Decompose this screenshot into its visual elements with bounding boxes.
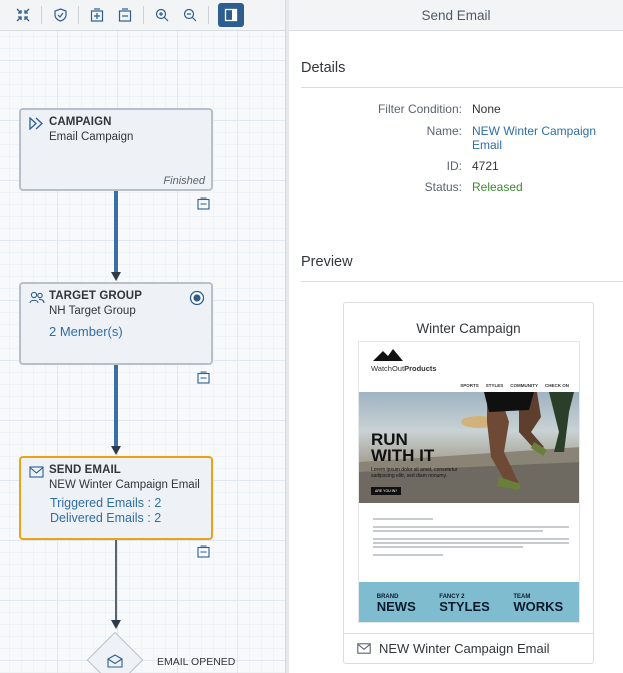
thumbnail-hero-image	[359, 392, 580, 503]
toolbar-separator	[78, 6, 79, 24]
thumbnail-logo-text	[371, 364, 437, 373]
banner-small: FANCY 2	[439, 593, 465, 600]
thumbnail-nav-item: CHECK ON	[544, 383, 569, 388]
field-label: Status:	[424, 180, 462, 194]
toolbar-separator	[41, 6, 42, 24]
connector-line	[115, 540, 117, 622]
envelope-icon	[29, 465, 44, 483]
shield-icon[interactable]	[47, 3, 73, 27]
thumbnail-hero-subtitle: Lorem ipsum dolor sit amet, consetetur sadipscing elitr, sed diam nonumy.	[371, 467, 458, 479]
open-envelope-icon	[107, 654, 123, 673]
status-value: Released	[472, 180, 523, 194]
preview-footer-label: NEW Winter Campaign Email	[379, 641, 550, 656]
zoom-in-icon[interactable]	[149, 3, 175, 27]
banner-large: STYLES	[439, 598, 490, 614]
thumbnail-nav-item: STYLES	[485, 383, 504, 388]
logo-text-part: WatchOut	[371, 364, 405, 373]
node-status: Finished	[163, 175, 205, 187]
field-label: ID:	[446, 159, 462, 173]
radio-selected-icon[interactable]	[189, 290, 205, 311]
hero-title-line: WITH IT	[371, 446, 435, 465]
connector-line	[114, 191, 118, 273]
send-email-node[interactable]	[19, 456, 213, 540]
target-group-node[interactable]	[19, 282, 213, 365]
thumbnail-hero-title	[371, 432, 434, 464]
preview-card-title: Winter Campaign	[416, 321, 521, 336]
decision-label: EMAIL OPENED	[157, 656, 236, 668]
email-thumbnail[interactable]	[358, 341, 580, 623]
connector-arrow	[111, 446, 121, 455]
banner-large: NEWS	[376, 598, 416, 614]
toolbar-separator	[208, 6, 209, 24]
logo-text-part: Products	[404, 364, 437, 373]
campaign-node[interactable]	[19, 108, 213, 191]
connector-arrow	[111, 620, 121, 629]
node-title: CAMPAIGN	[49, 116, 112, 128]
collapse-node-icon[interactable]	[197, 197, 210, 215]
thumbnail-nav-item: SPORTS	[460, 383, 479, 388]
divider	[301, 87, 623, 88]
campaign-icon	[29, 117, 45, 135]
panel-toggle-icon[interactable]	[218, 3, 244, 27]
connector-arrow	[111, 272, 121, 281]
banner-large: WORKS	[513, 598, 564, 614]
email-name-link[interactable]: NEW Winter Campaign Email	[472, 124, 597, 152]
collapse-icon[interactable]	[10, 3, 36, 27]
banner-item	[377, 594, 416, 613]
node-title: TARGET GROUP	[49, 290, 142, 302]
members-link[interactable]: 2 Member(s)	[49, 324, 123, 339]
collapse-node-icon[interactable]	[197, 545, 210, 563]
envelope-icon	[357, 643, 371, 654]
node-subtitle: NH Target Group	[49, 305, 136, 317]
field-value: 4721	[472, 159, 499, 173]
details-section-title: Details	[301, 60, 346, 76]
thumbnail-nav-item: COMMUNITY	[510, 383, 538, 388]
node-title: SEND EMAIL	[49, 464, 121, 476]
preview-section-title: Preview	[301, 254, 353, 270]
details-panel	[289, 0, 623, 673]
field-label: Name:	[426, 124, 462, 138]
node-subtitle: NEW Winter Campaign Email	[49, 479, 200, 491]
panel-title: Send Email	[421, 7, 491, 23]
node-subtitle: Email Campaign	[49, 131, 134, 143]
flow-canvas[interactable]	[0, 0, 285, 673]
panel-header	[289, 0, 623, 31]
expand-node-icon[interactable]	[84, 3, 110, 27]
toolbar-separator	[143, 6, 144, 24]
thumbnail-hero-button: ARE YOU IN?	[371, 487, 401, 495]
thumbnail-banner	[359, 582, 580, 623]
thumbnail-nav	[460, 383, 569, 388]
collapse-node-icon[interactable]	[112, 3, 138, 27]
delivered-emails-link[interactable]: Delivered Emails : 2	[50, 511, 162, 525]
zoom-out-icon[interactable]	[177, 3, 203, 27]
preview-footer-link[interactable]	[344, 633, 593, 663]
users-icon	[29, 291, 45, 310]
field-value: None	[472, 102, 501, 116]
banner-small: BRAND	[376, 593, 399, 600]
hero-title-line: RUN	[371, 430, 408, 449]
thumbnail-body-text	[373, 518, 569, 558]
preview-card[interactable]	[343, 302, 594, 664]
connector-line	[114, 365, 118, 447]
collapse-node-icon[interactable]	[197, 371, 210, 389]
divider	[301, 281, 623, 282]
banner-small: TEAM	[513, 593, 531, 600]
triggered-emails-link[interactable]: Triggered Emails : 2	[50, 496, 162, 510]
field-label: Filter Condition:	[377, 102, 462, 116]
banner-item	[439, 594, 490, 613]
canvas-toolbar	[0, 0, 285, 31]
banner-item	[513, 594, 563, 613]
